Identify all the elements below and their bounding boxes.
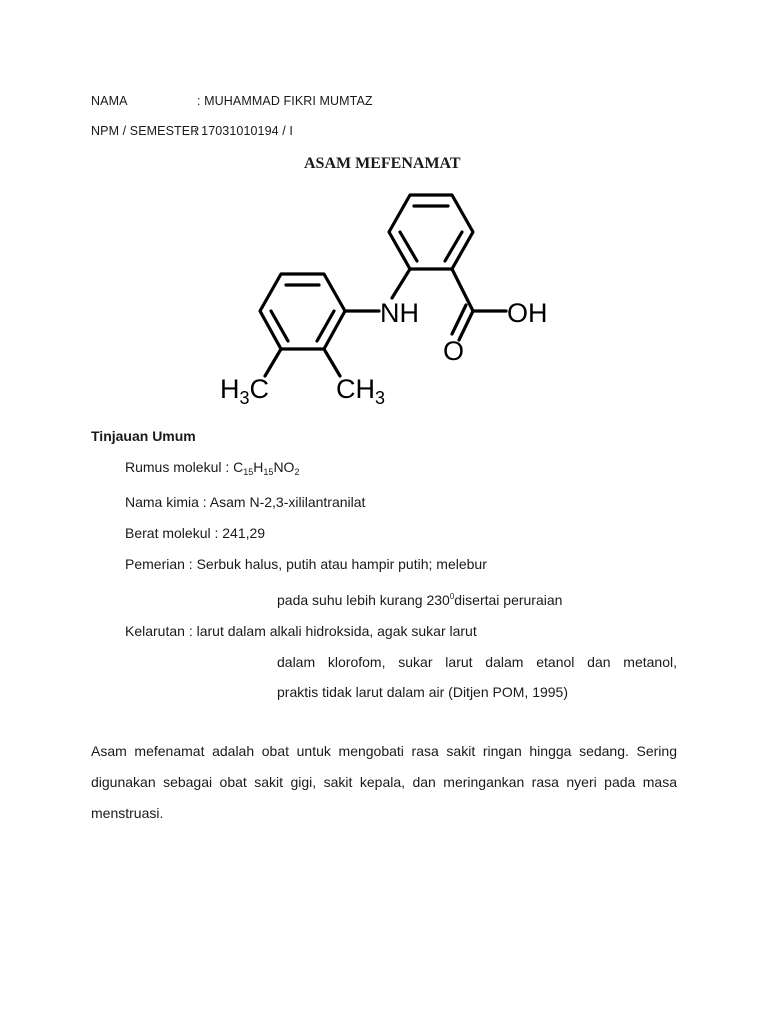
- formula-o-count: 2: [294, 467, 300, 477]
- molecular-weight: Berat molekul : 241,29: [125, 525, 266, 541]
- npm-value: : 17031010194 / I: [194, 124, 294, 138]
- formula-no: NO: [273, 459, 295, 475]
- formula-c-count: 15: [243, 467, 254, 477]
- name-label: NAMA: [91, 94, 128, 108]
- description-paragraph: [91, 736, 677, 829]
- solubility-line-3: praktis tidak larut dalam air (Ditjen POM, 1995): [277, 684, 568, 700]
- formula-line: [125, 459, 299, 475]
- oh-label: OH: [507, 298, 548, 328]
- formula-h: H: [253, 459, 264, 475]
- o-label: O: [443, 336, 465, 366]
- formula-c: C: [233, 459, 244, 475]
- chemical-name: Nama kimia : Asam N-2,3-xililantranilat: [125, 494, 366, 510]
- mefenamic-acid-structure: [0, 0, 768, 420]
- solubility-line-1: Kelarutan : larut dalam alkali hidroksida, agak sukar larut: [125, 623, 477, 639]
- paragraph-line-1: Asam mefenamat adalah obat untuk mengobati rasa sakit ringan hingga sedang. Sering: [91, 743, 677, 759]
- formula-h-count: 15: [263, 467, 274, 477]
- description-line-2-a: pada suhu lebih kurang 230: [277, 592, 450, 608]
- document-title: ASAM MEFENAMAT: [304, 155, 461, 172]
- methyl-right-label: $CH_3$: [336, 374, 386, 408]
- nh-label: NH: [380, 298, 419, 328]
- formula-label: Rumus molekul :: [125, 459, 234, 475]
- paragraph-line-2: digunakan sebagai obat sakit gigi, sakit kepala, dan meringankan rasa nyeri pada masa: [91, 774, 677, 790]
- solubility-line-2: dalam klorofom, sukar larut dalam etanol dan metanol,: [277, 654, 677, 670]
- methyl-left-label: $H_3C$: [220, 374, 270, 408]
- name-value: : MUHAMMAD FIKRI MUMTAZ: [197, 94, 373, 108]
- npm-label: NPM / SEMESTER: [91, 124, 200, 138]
- description-line-1: Pemerian : Serbuk halus, putih atau hampir putih; melebur: [125, 556, 487, 572]
- paragraph-line-3: menstruasi.: [91, 805, 164, 821]
- description-line-2: [277, 592, 562, 608]
- description-line-2-b: disertai peruraian: [454, 592, 563, 608]
- degree-mark: 0: [449, 592, 455, 601]
- overview-heading: Tinjauan Umum: [91, 428, 196, 444]
